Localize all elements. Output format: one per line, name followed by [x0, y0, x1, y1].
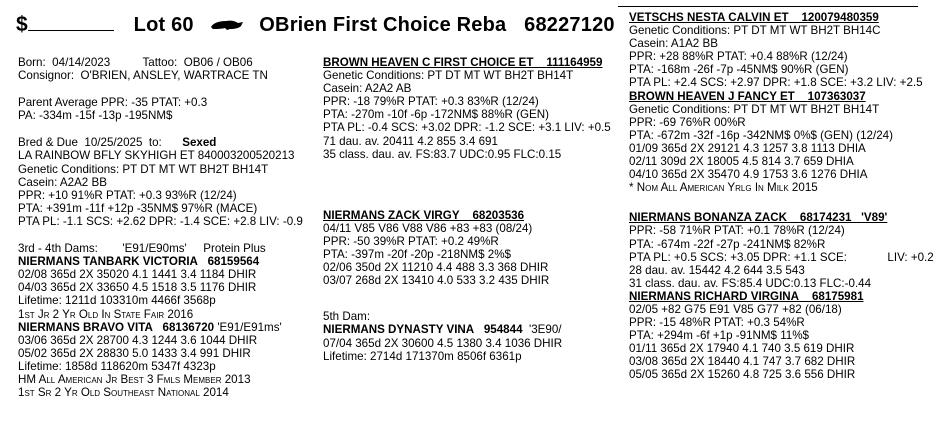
sire2-classified: 31 class. dau. av. FS:85.4 UDC:0.13 FLC:-0.44	[629, 276, 872, 290]
genetic-conditions: Genetic Conditions: PT DT MT WT BH2T BH14T	[18, 162, 269, 176]
lot-number: Lot 60	[133, 14, 194, 36]
mgs-record: 02/06 350d 2X 11210 4.4 488 3.3 368 DHIR	[323, 261, 549, 275]
sire-pta-pl: PTA PL: -0.4 SCS: +3.02 DPR: -1.2 SCE: +3.1 LIV: +0.5	[323, 121, 611, 135]
dam4-lifetime: Lifetime: 1858d 118620m 5347f 4323p	[18, 359, 216, 373]
sire2-ppr: PPR: -58 71%R PTAT: +0.1 78%R (12/24)	[629, 224, 845, 238]
dams-header: 3rd - 4th Dams: 'E91/E90ms' Protein Plus	[18, 242, 266, 256]
sexed-label: Sexed	[182, 136, 217, 150]
sire-genetic: Genetic Conditions: PT DT MT WT BH2T BH14T	[323, 69, 574, 83]
dam4-name-line: NIERMANS BRAVO VITA 68136720 'E91/E91ms'	[18, 320, 282, 334]
protein-plus-label: Protein Plus	[203, 242, 266, 256]
mgs-pta: PTA: -397m -20f -20p -218NM$ 2%$	[323, 248, 511, 262]
dam2-class: 02/05 +82 G75 E91 V85 G77 +82 (06/18)	[629, 302, 842, 316]
consignor-line: Consignor: O'BRIEN, ANSLEY, WARTRACE TN	[18, 69, 268, 83]
sire-ppr: PPR: -18 79%R PTAT: +0.3 83%R (12/24)	[323, 95, 539, 109]
sire1-name-line: VETSCHS NESTA CALVIN ET 120079480359	[629, 11, 879, 24]
dam2-ppr: PPR: -15 48%R PTAT: +0.3 54%R	[629, 316, 805, 330]
sire-pta: PTA: -270m -10f -6p -172NM$ 88%R (GEN)	[323, 108, 549, 122]
dam3-award: 1st Jr 2 Yr Old In State Fair 2016	[18, 307, 194, 321]
sire-daughters: 71 dau. av. 20411 4.2 855 3.4 691	[323, 134, 498, 148]
sire2-daughters: 28 dau. av. 15442 4.2 644 3.5 543	[629, 263, 805, 277]
dam1-ppr: PPR: -69 76%R 00%R	[629, 115, 746, 129]
price-blank-line	[28, 12, 114, 31]
top-rule	[618, 6, 918, 7]
dam5-record: 07/04 365d 2X 30600 4.5 1380 3.4 1036 DHIR	[323, 336, 563, 350]
sire2-pta: PTA: -674m -22f -27p -241NM$ 82%R	[629, 237, 826, 251]
consignor-value: O'BRIEN, ANSLEY, WARTRACE TN	[80, 69, 268, 83]
service-sire: LA RAINBOW BFLY SKYHIGH ET 840003200520213	[18, 149, 295, 163]
sire-classified: 35 class. dau. av. FS:83.7 UDC:0.95 FLC:0.15	[323, 147, 562, 161]
dam1-record: 01/09 365d 2X 29121 4.3 1257 3.8 1113 DHIA	[629, 141, 866, 155]
mgs-class: 04/11 V85 V86 V88 V86 +83 +83 (08/24)	[323, 221, 533, 235]
dam3-record: 04/03 365d 2X 33650 4.5 1518 3.5 1176 DHIR	[18, 281, 257, 295]
price-dollar-sign: $	[16, 13, 28, 36]
dam2-record: 01/11 365d 2X 17940 4.1 740 3.5 619 DHIR	[629, 342, 855, 356]
dam1-record: 02/11 309d 2X 18005 4.5 814 3.7 659 DHIA	[629, 155, 854, 169]
mgs-ppr: PPR: -50 39%R PTAT: +0.2 49%R	[323, 234, 499, 248]
dam4-record: 05/02 365d 2X 28830 5.0 1433 3.4 991 DHIR	[18, 346, 251, 360]
lot-header	[16, 12, 615, 37]
animal-reg-number: 68227120	[524, 14, 615, 36]
born-date: 04/14/2023	[52, 56, 111, 69]
sire-casein: Casein: A2A2 AB	[323, 82, 412, 96]
dam4-record: 03/06 365d 2X 28700 4.3 1244 3.6 1044 DHIR	[18, 333, 258, 347]
dam1-genetic: Genetic Conditions: PT DT MT WT BH2T BH14T	[629, 102, 880, 116]
tattoo-value: OB06 / OB06	[183, 56, 253, 69]
dam4-award: HM All American Jr Best 3 Fmls Member 2013	[18, 372, 251, 386]
dam3-name-line: NIERMANS TANBARK VICTORIA 68159564	[18, 255, 260, 269]
dam1-name-line: BROWN HEAVEN J FANCY ET 107363037	[629, 89, 866, 103]
dam2-record: 03/08 365d 2X 18440 4.1 747 3.7 682 DHIR	[629, 355, 856, 369]
dam1-pta: PTA: -672m -32f -16p -342NM$ 0%$ (GEN) (12/24)	[629, 128, 893, 142]
sire2-name-line: NIERMANS BONANZA ZACK 68174231 'V89'	[629, 211, 888, 225]
pedigree-column	[629, 11, 934, 382]
sire1-genetic: Genetic Conditions: PT DT MT WT BH2T BH14C	[629, 24, 881, 38]
dam1-record: 04/10 365d 2X 35470 4.9 1753 3.6 1276 DHIA	[629, 168, 868, 182]
pta-pl-line: PTA PL: -1.1 SCS: +2.62 DPR: -1.4 SCE: +2.8 LIV: -0.9	[18, 214, 303, 228]
mgs-name-line: NIERMANS ZACK VIRGY 68203536	[323, 208, 525, 222]
ppr-line: PPR: +10 91%R PTAT: +0.3 93%R (12/24)	[18, 188, 237, 202]
dam3-lifetime: Lifetime: 1211d 103310m 4466f 3568p	[18, 294, 216, 308]
sire-column	[323, 56, 611, 363]
animal-name: OBrien First Choice Reba	[259, 14, 507, 36]
dam5-lifetime: Lifetime: 2714d 171370m 8506f 6361p	[323, 349, 522, 363]
sire2-pta-pl-line: PTA PL: +0.5 SCS: +3.05 DPR: +1.1 SCE: LIV: +0.2	[629, 250, 934, 264]
dam5-label: 5th Dam:	[323, 310, 371, 324]
parent-average: Parent Average PPR: -35 PTAT: +0.3	[18, 96, 208, 110]
pta-line: PTA: +391m -11f +12p -35NM$ 97%R (MACE)	[18, 201, 258, 215]
animal-column	[18, 56, 303, 399]
pa-line: PA: -334m -15f -13p -195NM$	[18, 109, 173, 123]
bred-date: 10/25/2025	[84, 136, 143, 150]
dam5-name-line: NIERMANS DYNASTY VINA 954844 '3E90/	[323, 323, 562, 337]
sire1-pta-pl: PTA PL: +2.4 SCS: +2.97 DPR: +1.8 SCE: +3.2 LIV: +2.5	[629, 76, 923, 90]
dam3-record: 02/08 365d 2X 35020 4.1 1441 3.4 1184 DHIR	[18, 268, 257, 282]
casein: Casein: A2A2 BB	[18, 175, 107, 189]
mgs-record: 03/07 268d 2X 13410 4.0 533 3.2 435 DHIR	[323, 274, 550, 288]
born-line: Born: 04/14/2023 Tattoo: OB06 / OB06	[18, 56, 253, 69]
dam2-name-line: NIERMANS RICHARD VIRGINA 68175981	[629, 289, 864, 303]
sire-name-line: BROWN HEAVEN C FIRST CHOICE ET 111164959	[323, 56, 603, 69]
dam2-pta: PTA: +294m -6f +1p -91NM$ 11%$	[629, 329, 810, 343]
sire1-pta: PTA: -168m -26f -7p -45NM$ 90%R (GEN)	[629, 63, 849, 77]
cow-silhouette-icon	[210, 18, 244, 32]
dam4-award: 1st Sr 2 Yr Old Southeast National 2014	[18, 386, 229, 400]
bred-due-line: Bred & Due 10/25/2025 to: Sexed	[18, 136, 217, 150]
sire1-casein: Casein: A1A2 BB	[629, 37, 718, 51]
sire1-ppr: PPR: +28 88%R PTAT: +0.4 88%R (12/24)	[629, 50, 848, 64]
dam2-record: 05/05 365d 2X 15260 4.8 725 3.6 556 DHIR	[629, 368, 856, 382]
dam1-award: * Nom All American Yrlg In Milk 2015	[629, 181, 818, 195]
